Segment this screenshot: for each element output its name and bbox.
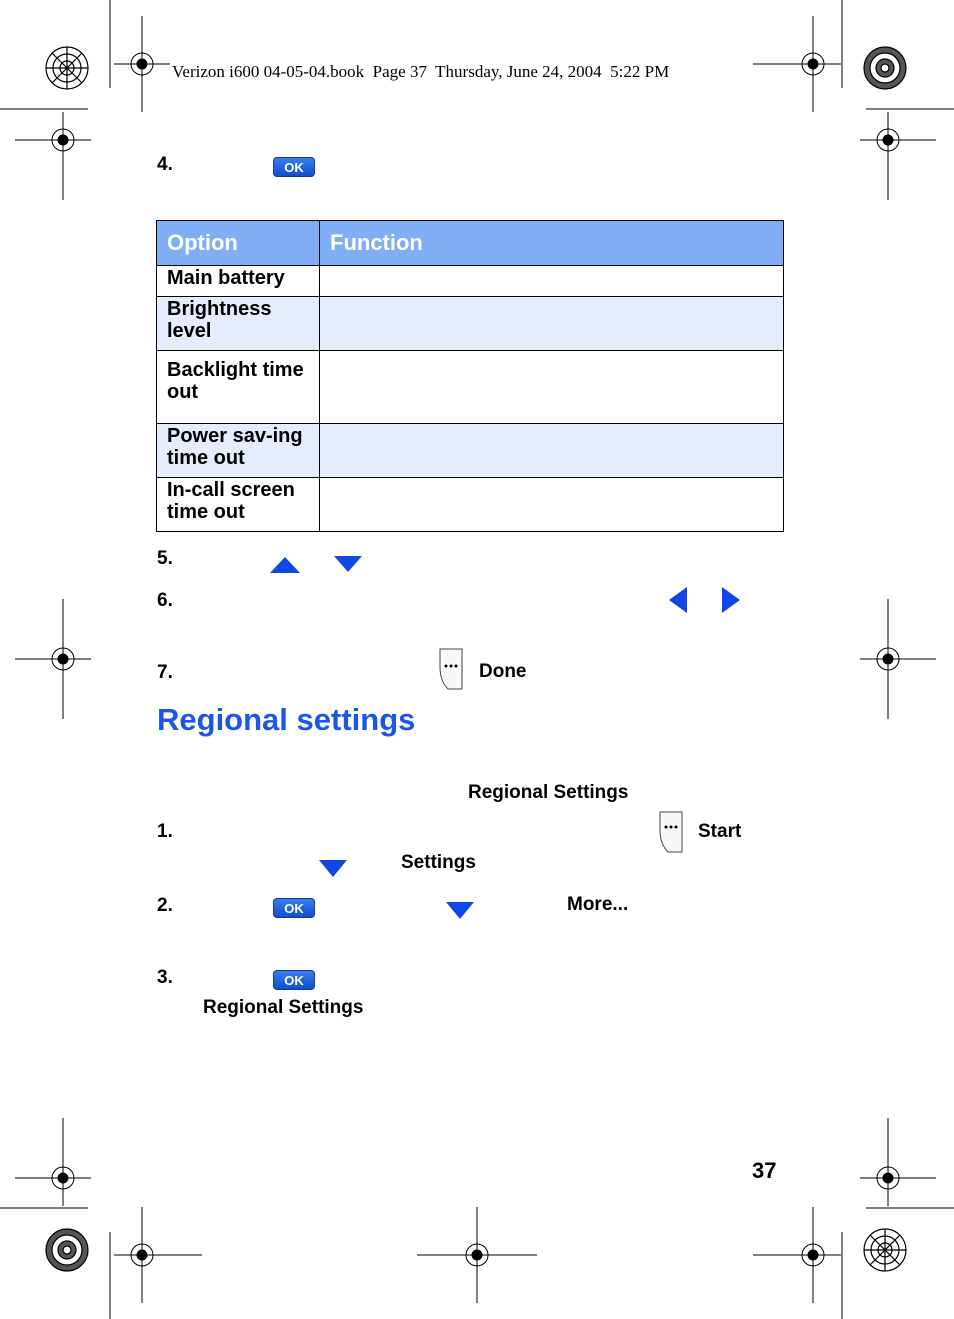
regional-settings-intro: Regional Settings <box>468 782 629 803</box>
table-row <box>157 266 784 297</box>
ok-key-icon: OK <box>273 970 315 990</box>
step-7-number: 7. <box>157 662 173 683</box>
function-cell <box>320 297 784 351</box>
ok-key-icon: OK <box>273 157 315 177</box>
nav-down-icon <box>333 555 363 573</box>
option-cell: In-call screen time out <box>157 478 320 532</box>
regional-settings-target: Regional Settings <box>203 997 364 1018</box>
table-header-option: Option <box>157 221 320 266</box>
table-row <box>157 351 784 424</box>
section-step-3-number: 3. <box>157 967 173 988</box>
function-cell <box>320 478 784 532</box>
more-label: More... <box>567 894 629 915</box>
option-cell: Main battery <box>157 266 320 297</box>
table-row <box>157 424 784 478</box>
step-5-number: 5. <box>157 548 173 569</box>
nav-left-icon <box>668 586 688 614</box>
function-cell <box>320 424 784 478</box>
function-cell <box>320 351 784 424</box>
nav-right-icon <box>721 586 741 614</box>
page-number: 37 <box>752 1158 777 1183</box>
function-cell <box>320 266 784 297</box>
done-label: Done <box>479 661 527 682</box>
table-row <box>157 297 784 351</box>
table-row <box>157 478 784 532</box>
settings-label: Settings <box>401 852 476 873</box>
section-title: Regional settings <box>157 702 416 737</box>
section-step-1-number: 1. <box>157 821 173 842</box>
section-step-2-number: 2. <box>157 895 173 916</box>
nav-down-icon <box>445 901 475 920</box>
start-label: Start <box>698 821 742 842</box>
left-softkey-icon <box>438 647 464 691</box>
step-6-number: 6. <box>157 590 173 611</box>
option-cell: Power sav-ing time out <box>157 424 320 478</box>
book-header: Verizon i600 04-05-04.book Page 37 Thursday, June 24, 2004 5:22 PM <box>172 62 670 81</box>
left-softkey-icon <box>658 810 684 854</box>
step-4-number: 4. <box>157 154 173 175</box>
option-cell: Backlight time out <box>157 351 320 424</box>
nav-up-icon <box>269 556 301 574</box>
option-cell: Brightness level <box>157 297 320 351</box>
nav-down-icon <box>318 859 348 878</box>
ok-key-icon: OK <box>273 898 315 918</box>
table-header-function: Function <box>320 221 784 266</box>
display-options-table <box>156 220 784 532</box>
